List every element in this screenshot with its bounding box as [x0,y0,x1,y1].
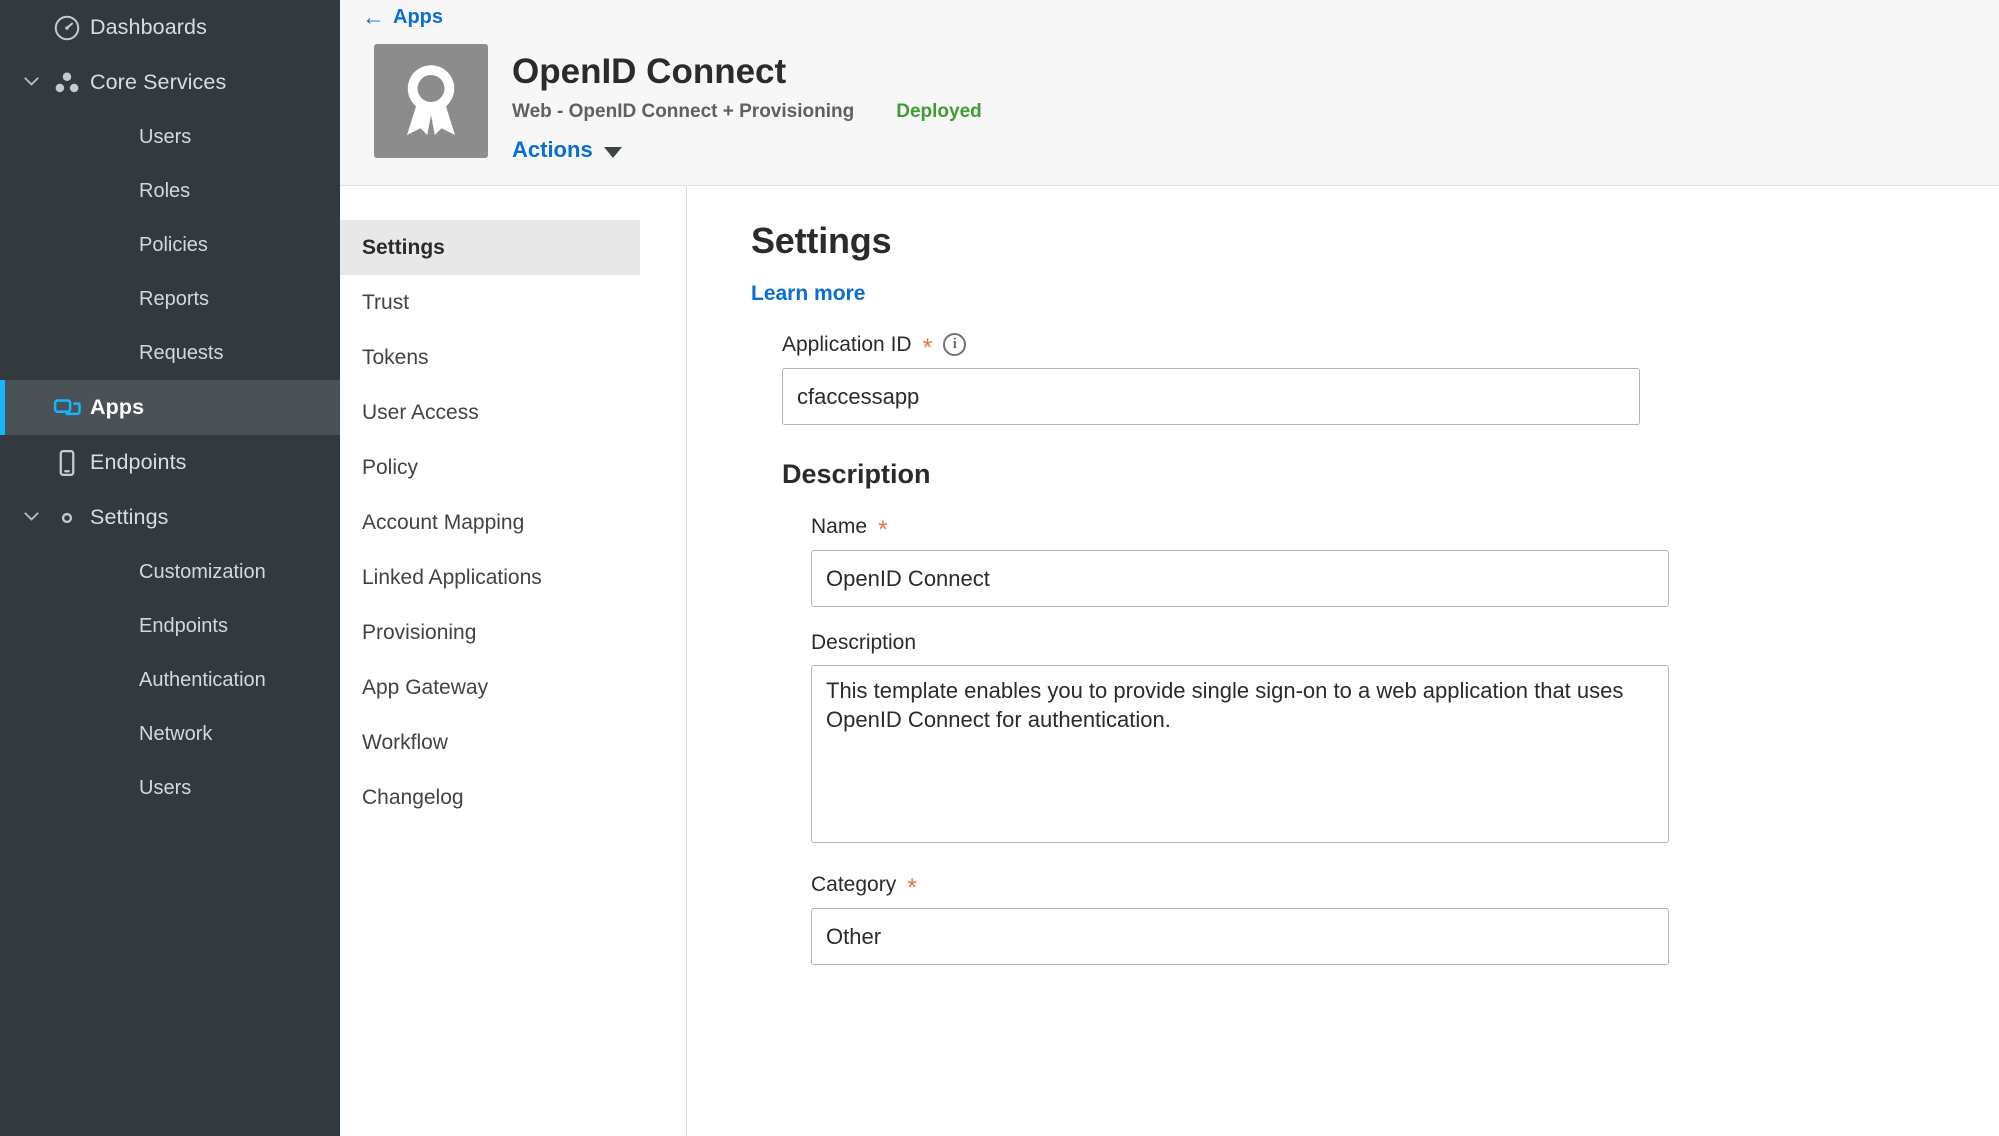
name-label-row [811,514,1999,545]
app-identity [340,34,1999,163]
tab-trust[interactable]: Trust [362,290,410,314]
required-asterisk: * [907,874,917,903]
sidebar-item-label: Core Services [90,70,227,94]
app-logo [374,44,488,158]
tab-policy[interactable]: Policy [362,455,419,479]
sidebar-item-settings-users[interactable]: Users [139,776,192,799]
sidebar-item-apps[interactable] [0,380,340,435]
actions-label: Actions [512,137,593,163]
learn-more-link[interactable]: Learn more [751,282,866,306]
application-id-label-row [782,332,1999,363]
actions-button[interactable] [512,137,622,163]
breadcrumb-apps-link[interactable]: Apps [393,5,443,28]
app-meta [512,44,982,163]
sidebar-item-network[interactable]: Network [139,722,213,745]
core-services-icon [44,68,90,98]
app-header [340,0,1999,186]
sidebar-item-users[interactable]: Users [139,125,192,148]
settings-subnav [340,186,687,1136]
back-arrow-icon[interactable]: ← [362,3,385,30]
tab-account-mapping[interactable]: Account Mapping [362,510,525,534]
name-label: Name [811,514,868,538]
sidebar-item-label: Apps [90,395,145,419]
sidebar-item-label: Settings [90,505,169,529]
app-subtitle: Web - OpenID Connect + Provisioning [512,101,855,123]
sidebar-item-customization[interactable]: Customization [139,560,266,583]
sidebar [0,0,340,1136]
tab-settings[interactable]: Settings [340,220,640,275]
required-asterisk: * [922,334,933,363]
required-asterisk: * [878,516,888,545]
sidebar-item-settings[interactable] [0,490,340,545]
tab-changelog[interactable]: Changelog [362,785,464,809]
main-area [340,0,1999,1136]
info-icon[interactable]: i [943,333,966,356]
description-field [751,631,1999,848]
sidebar-item-label: Dashboards [90,15,207,39]
page-title: OpenID Connect [512,52,787,91]
description-section-title: Description [782,459,931,490]
apps-icon [44,393,90,423]
gauge-icon [44,13,90,43]
chevron-down-icon [604,147,622,158]
sidebar-item-authentication[interactable]: Authentication [139,668,266,691]
gear-icon [44,502,90,534]
sidebar-item-dashboards[interactable] [0,0,340,55]
category-input[interactable] [811,908,1669,965]
app-sub-row [512,101,982,123]
application-id-field [751,332,1999,425]
chevron-down-icon[interactable] [18,77,44,88]
tab-app-gateway[interactable]: App Gateway [362,675,489,699]
tab-provisioning[interactable]: Provisioning [362,620,477,644]
application-id-label: Application ID [782,332,912,356]
sidebar-item-reports[interactable]: Reports [139,287,210,310]
sidebar-item-endpoints[interactable] [0,435,340,490]
sidebar-item-core-services[interactable] [0,55,340,110]
tab-workflow[interactable]: Workflow [362,730,448,754]
tab-linked-applications[interactable]: Linked Applications [362,565,542,589]
sidebar-item-requests[interactable]: Requests [139,341,224,364]
breadcrumb[interactable] [340,0,1999,34]
content-body [340,186,1999,1136]
sidebar-item-policies[interactable]: Policies [139,233,208,256]
application-id-input[interactable] [782,368,1640,425]
device-icon [44,448,90,478]
name-field [751,514,1999,607]
sidebar-item-label: Endpoints [90,450,187,474]
tab-tokens[interactable]: Tokens [362,345,429,369]
sidebar-item-roles[interactable]: Roles [139,179,191,202]
description-label: Description [811,631,917,655]
tab-user-access[interactable]: User Access [362,400,479,424]
category-field [751,872,1999,965]
award-ribbon-icon [394,60,468,143]
category-label-row [811,872,1999,903]
section-heading: Settings [751,220,892,262]
settings-panel [687,186,1999,1136]
sidebar-item-settings-endpoints[interactable]: Endpoints [139,614,228,637]
name-input[interactable] [811,550,1669,607]
chevron-down-icon[interactable] [18,512,44,523]
status-badge: Deployed [896,101,982,123]
category-label: Category [811,872,897,896]
description-textarea[interactable] [811,665,1669,843]
